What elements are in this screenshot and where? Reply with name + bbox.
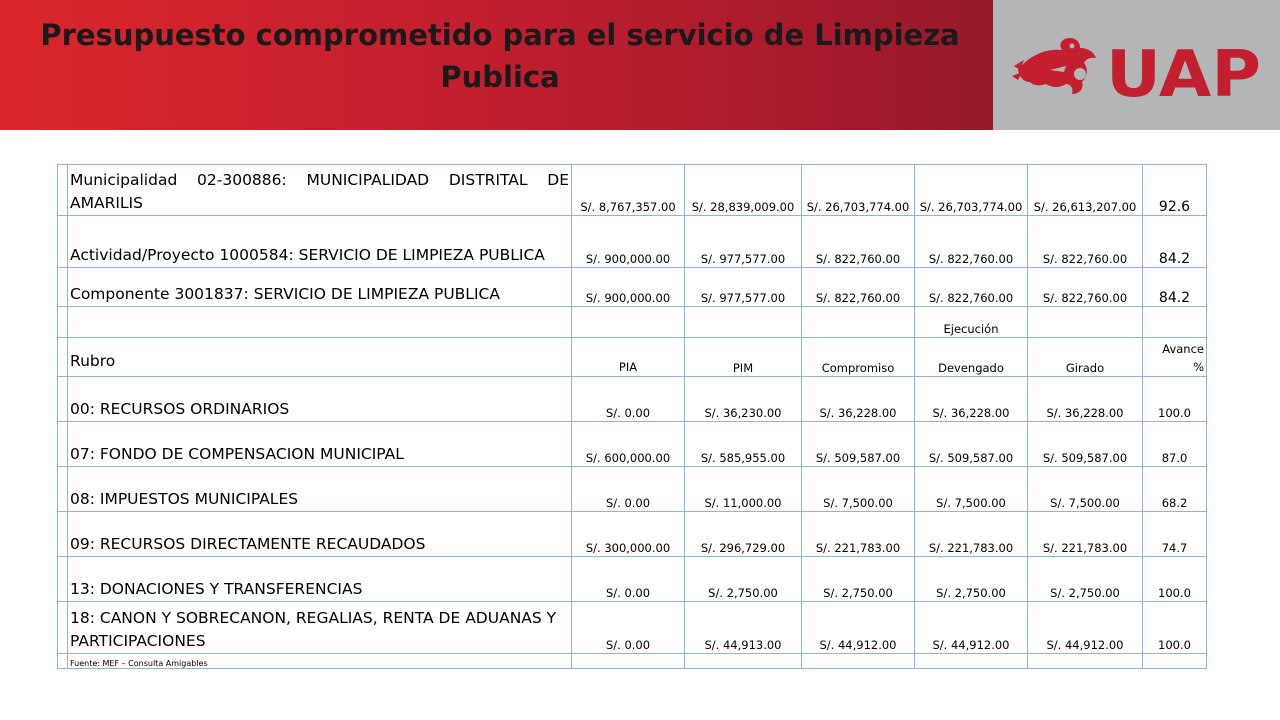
pim-cell: S/. 2,750.00	[685, 557, 802, 602]
pim-cell: S/. 585,955.00	[685, 422, 802, 467]
pia-cell: S/. 0.00	[572, 377, 685, 422]
devengado-cell: S/. 44,912.00	[915, 602, 1028, 654]
budget-table	[57, 164, 1207, 669]
devengado-cell: S/. 2,750.00	[915, 557, 1028, 602]
row-label: Componente 3001837: SERVICIO DE LIMPIEZA PUBLICA	[68, 268, 572, 307]
girado-cell: S/. 7,500.00	[1028, 467, 1143, 512]
row-label: Municipalidad 02-300886: MUNICIPALIDAD DISTRITAL DE AMARILIS	[68, 165, 572, 216]
avance-cell: 100.0	[1143, 377, 1207, 422]
girado-cell: S/. 2,750.00	[1028, 557, 1143, 602]
devengado-cell: S/. 509,587.00	[915, 422, 1028, 467]
girado-cell: S/. 509,587.00	[1028, 422, 1143, 467]
logo-text: UAP	[1106, 38, 1261, 102]
avance-cell: 87.0	[1143, 422, 1207, 467]
table-row	[58, 422, 1207, 467]
girado-cell: S/. 36,228.00	[1028, 377, 1143, 422]
compromiso-cell: S/. 36,228.00	[802, 377, 915, 422]
pim-cell: S/. 296,729.00	[685, 512, 802, 557]
pia-header: PIA	[572, 338, 685, 377]
table-row	[58, 557, 1207, 602]
source-row	[58, 654, 1207, 669]
compromiso-cell: S/. 26,703,774.00	[802, 165, 915, 216]
page-title-line-2: Publica	[440, 60, 560, 94]
devengado-header: Devengado	[915, 338, 1028, 377]
pia-cell: S/. 0.00	[572, 557, 685, 602]
compromiso-cell: S/. 221,783.00	[802, 512, 915, 557]
table-row	[58, 377, 1207, 422]
rubro-header: Rubro	[68, 338, 572, 377]
pia-cell: S/. 600,000.00	[572, 422, 685, 467]
pim-cell: S/. 977,577.00	[685, 268, 802, 307]
pim-header: PIM	[685, 338, 802, 377]
pia-cell: S/. 8,767,357.00	[572, 165, 685, 216]
compromiso-cell: S/. 822,760.00	[802, 216, 915, 268]
girado-cell: S/. 26,613,207.00	[1028, 165, 1143, 216]
row-label: 18: CANON Y SOBRECANON, REGALIAS, RENTA DE ADUANAS Y PARTICIPACIONES	[68, 602, 572, 654]
pia-cell: S/. 0.00	[572, 602, 685, 654]
pia-cell: S/. 0.00	[572, 467, 685, 512]
devengado-cell: S/. 822,760.00	[915, 216, 1028, 268]
pim-cell: S/. 977,577.00	[685, 216, 802, 268]
row-label: 00: RECURSOS ORDINARIOS	[68, 377, 572, 422]
row-label: Actividad/Proyecto 1000584: SERVICIO DE LIMPIEZA PUBLICA	[68, 216, 572, 268]
devengado-cell: S/. 221,783.00	[915, 512, 1028, 557]
pia-cell: S/. 900,000.00	[572, 268, 685, 307]
compromiso-cell: S/. 822,760.00	[802, 268, 915, 307]
row-label: 13: DONACIONES Y TRANSFERENCIAS	[68, 557, 572, 602]
avance-header-line-1: Avance	[1162, 342, 1204, 356]
avance-cell: 92.6	[1143, 165, 1207, 216]
compromiso-cell: S/. 44,912.00	[802, 602, 915, 654]
pia-cell: S/. 900,000.00	[572, 216, 685, 268]
avance-header-line-2: %	[1193, 360, 1204, 374]
compromiso-cell: S/. 7,500.00	[802, 467, 915, 512]
summary-row-componente	[58, 268, 1207, 307]
avance-header	[1143, 338, 1207, 377]
summary-row-actividad	[58, 216, 1207, 268]
avance-cell: 84.2	[1143, 268, 1207, 307]
compromiso-cell: S/. 2,750.00	[802, 557, 915, 602]
girado-cell: S/. 822,760.00	[1028, 216, 1143, 268]
table-row	[58, 467, 1207, 512]
devengado-cell: S/. 822,760.00	[915, 268, 1028, 307]
row-label: 08: IMPUESTOS MUNICIPALES	[68, 467, 572, 512]
girado-cell: S/. 822,760.00	[1028, 268, 1143, 307]
summary-row-municipalidad	[58, 165, 1207, 216]
row-label: 09: RECURSOS DIRECTAMENTE RECAUDADOS	[68, 512, 572, 557]
girado-cell: S/. 44,912.00	[1028, 602, 1143, 654]
source-note: Fuente: MEF – Consulta Amigables	[68, 654, 572, 669]
devengado-cell: S/. 26,703,774.00	[915, 165, 1028, 216]
ejecucion-header: Ejecución	[915, 307, 1028, 338]
pia-cell: S/. 300,000.00	[572, 512, 685, 557]
devengado-cell: S/. 36,228.00	[915, 377, 1028, 422]
row-label: 07: FONDO DE COMPENSACION MUNICIPAL	[68, 422, 572, 467]
pim-cell: S/. 11,000.00	[685, 467, 802, 512]
pim-cell: S/. 28,839,009.00	[685, 165, 802, 216]
group-header-row	[58, 307, 1207, 338]
avance-cell: 100.0	[1143, 557, 1207, 602]
pim-cell: S/. 36,230.00	[685, 377, 802, 422]
table-row	[58, 602, 1207, 654]
avance-cell: 68.2	[1143, 467, 1207, 512]
avance-cell: 74.7	[1143, 512, 1207, 557]
avance-cell: 84.2	[1143, 216, 1207, 268]
page-title-line-1: Presupuesto comprometido para el servicio de Limpieza	[40, 18, 960, 52]
compromiso-cell: S/. 509,587.00	[802, 422, 915, 467]
column-header-row	[58, 338, 1207, 377]
avance-cell: 100.0	[1143, 602, 1207, 654]
devengado-cell: S/. 7,500.00	[915, 467, 1028, 512]
table-row	[58, 512, 1207, 557]
bird-emblem-icon	[1012, 38, 1096, 94]
page-title	[40, 14, 960, 98]
uap-logo	[1010, 30, 1265, 102]
girado-header: Girado	[1028, 338, 1143, 377]
compromiso-header: Compromiso	[802, 338, 915, 377]
girado-cell: S/. 221,783.00	[1028, 512, 1143, 557]
pim-cell: S/. 44,913.00	[685, 602, 802, 654]
